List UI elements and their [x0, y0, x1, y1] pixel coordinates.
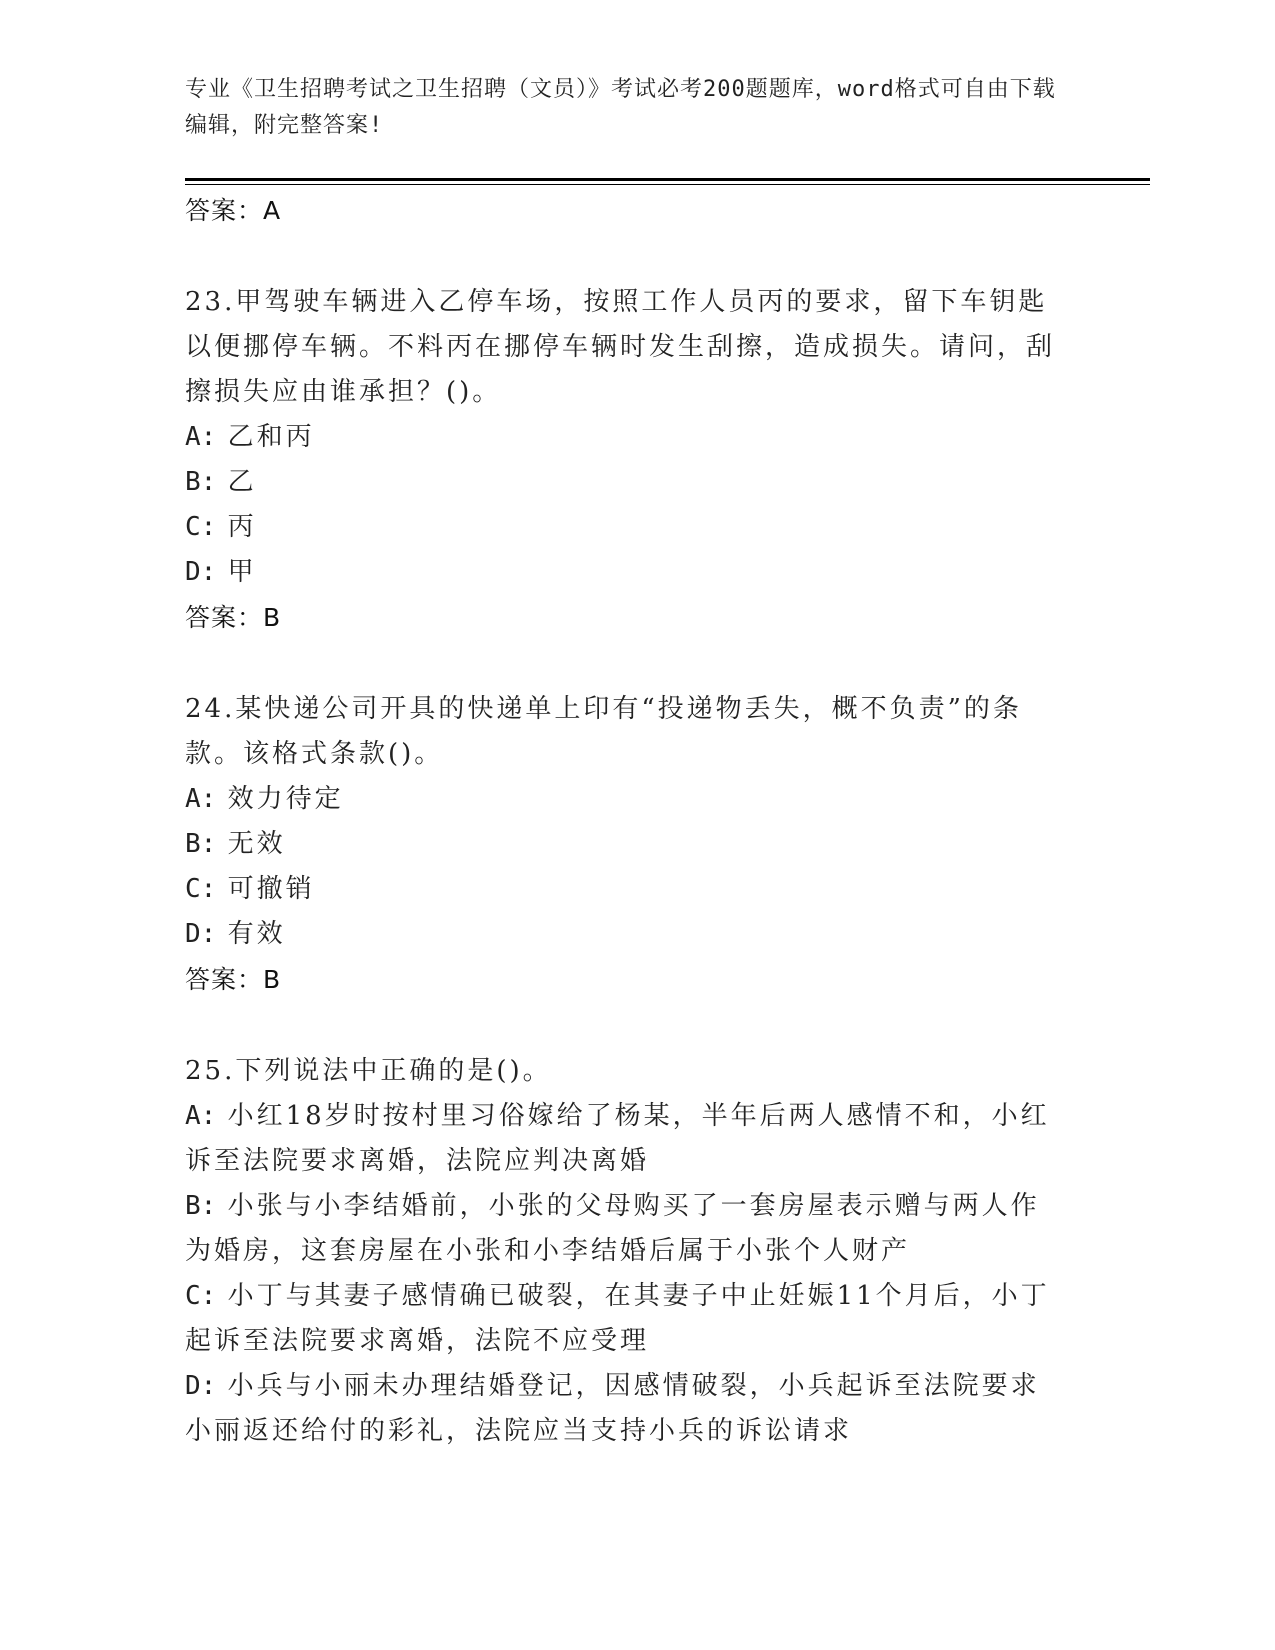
option-text: 效力待定	[227, 784, 344, 814]
question-23	[185, 280, 1065, 641]
option-a	[185, 777, 1065, 822]
option-key: D:	[185, 1371, 217, 1401]
option-text: 小兵与小丽未办理结婚登记，因感情破裂，小兵起诉至法院要求小丽返还给付的彩礼，法院应当支持小兵的诉讼请求	[185, 1371, 1040, 1446]
option-key: B:	[185, 467, 217, 497]
option-key: B:	[185, 1191, 217, 1221]
option-key: B:	[185, 829, 217, 859]
option-text: 乙和丙	[227, 422, 315, 452]
option-d	[185, 550, 1065, 595]
option-key: C:	[185, 1281, 217, 1311]
option-key: A:	[185, 784, 217, 814]
header-divider-thick	[185, 178, 1150, 181]
option-text: 丙	[227, 512, 257, 542]
option-key: D:	[185, 557, 217, 587]
option-b	[185, 460, 1065, 505]
option-key: C:	[185, 874, 217, 904]
option-c	[185, 1274, 1065, 1364]
option-text: 有效	[227, 919, 286, 949]
option-text: 无效	[227, 829, 286, 859]
option-text: 小丁与其妻子感情确已破裂，在其妻子中止妊娠11个月后，小丁起诉至法院要求离婚，法院不应受理	[185, 1281, 1050, 1356]
question-25	[185, 1049, 1065, 1454]
answer-line: 答案：A	[185, 196, 282, 225]
option-c	[185, 867, 1065, 912]
option-text: 小张与小李结婚前，小张的父母购买了一套房屋表示赠与两人作为婚房，这套房屋在小张和小李结婚后属于小张个人财产	[185, 1191, 1040, 1266]
question-24	[185, 687, 1065, 1003]
option-c	[185, 505, 1065, 550]
option-key: D:	[185, 919, 217, 949]
option-b	[185, 822, 1065, 867]
question-stem: 25.下列说法中正确的是()。	[185, 1056, 552, 1086]
option-d	[185, 912, 1065, 957]
option-d	[185, 1364, 1065, 1454]
answer-line: 答案：B	[185, 603, 282, 632]
option-text: 可撤销	[227, 874, 315, 904]
option-key: A:	[185, 1101, 217, 1131]
question-stem: 24.某快递公司开具的快递单上印有“投递物丢失，概不负责”的条款。该格式条款()。	[185, 694, 1022, 769]
question-stem: 23.甲驾驶车辆进入乙停车场，按照工作人员丙的要求，留下车钥匙以便挪停车辆。不料丙在挪停车辆时发生刮擦，造成损失。请问，刮擦损失应由谁承担？()。	[185, 287, 1056, 407]
option-text: 乙	[227, 467, 257, 497]
answer-line: 答案：B	[185, 965, 282, 994]
option-a	[185, 1094, 1065, 1184]
option-text: 甲	[227, 557, 257, 587]
document-content	[185, 188, 1065, 1454]
option-key: A:	[185, 422, 217, 452]
option-a	[185, 415, 1065, 460]
document-header: 专业《卫生招聘考试之卫生招聘（文员）》考试必考200题题库，word格式可自由下载编辑，附完整答案!	[185, 77, 1056, 138]
option-b	[185, 1184, 1065, 1274]
option-text: 小红18岁时按村里习俗嫁给了杨某，半年后两人感情不和，小红诉至法院要求离婚，法院应判决离婚	[185, 1101, 1050, 1176]
header-divider-thin	[185, 184, 1150, 185]
option-key: C:	[185, 512, 217, 542]
